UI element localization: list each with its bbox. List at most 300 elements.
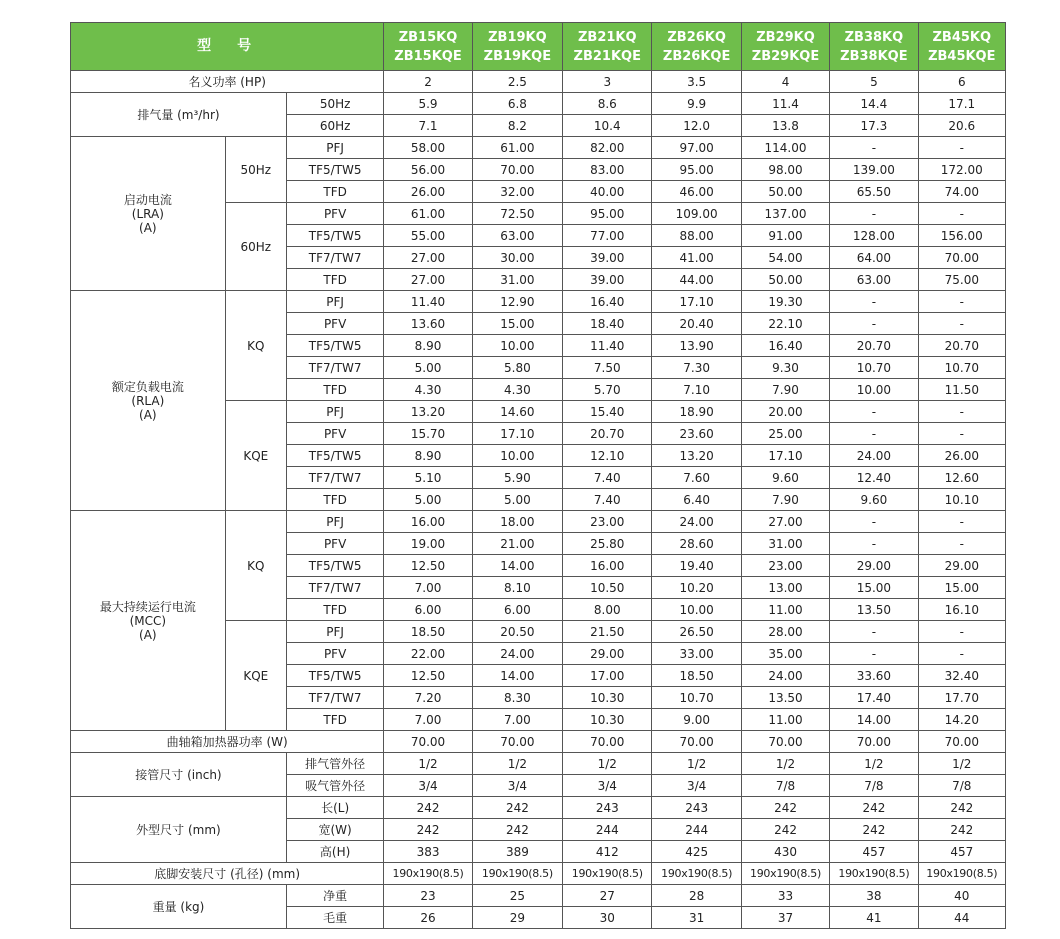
protector-type-label: PFV (286, 203, 383, 225)
value-cell: - (918, 137, 1005, 159)
protector-type-label: TFD (286, 181, 383, 203)
value-cell: 54.00 (741, 247, 829, 269)
value-cell: 18.50 (384, 621, 472, 643)
value-cell: 20.40 (652, 313, 741, 335)
group-label: KQ (225, 511, 286, 621)
value-cell: 190x190(8.5) (918, 863, 1005, 885)
value-cell: 4.30 (472, 379, 562, 401)
value-cell: 137.00 (741, 203, 829, 225)
value-cell: 10.30 (563, 687, 652, 709)
value-cell: 77.00 (563, 225, 652, 247)
value-cell: 12.40 (830, 467, 918, 489)
weight-sub-label: 毛重 (286, 907, 383, 929)
group-label: 50Hz (225, 137, 286, 203)
value-cell: 33.60 (830, 665, 918, 687)
label-line: 额定负载电流 (111, 379, 184, 394)
value-cell: 23 (384, 885, 472, 907)
value-cell: 7.90 (741, 379, 829, 401)
value-cell: 6.8 (472, 93, 562, 115)
rla-label (71, 291, 226, 511)
value-cell: 70.00 (652, 731, 741, 753)
protector-type-label: TF7/TW7 (286, 467, 383, 489)
value-cell: 17.70 (918, 687, 1005, 709)
pipe-row (71, 753, 1006, 775)
value-cell: 15.00 (472, 313, 562, 335)
value-cell: 10.70 (918, 357, 1005, 379)
value-cell: 14.20 (918, 709, 1005, 731)
value-cell: 244 (652, 819, 741, 841)
value-cell: 23.60 (652, 423, 741, 445)
label-line: (LRA) (131, 206, 164, 221)
weight-label: 重量 (kg) (71, 885, 287, 929)
value-cell: 12.50 (384, 665, 472, 687)
value-cell: 190x190(8.5) (472, 863, 562, 885)
value-cell: 50.00 (741, 181, 829, 203)
value-cell: 44.00 (652, 269, 741, 291)
value-cell: 70.00 (741, 731, 829, 753)
value-cell: 29 (472, 907, 562, 929)
value-cell: 39.00 (563, 247, 652, 269)
model-name: ZB38KQE (840, 48, 908, 64)
value-cell: - (918, 511, 1005, 533)
value-cell: 8.2 (472, 115, 562, 137)
value-cell: 70.00 (918, 247, 1005, 269)
value-cell: 7.00 (384, 577, 472, 599)
value-cell: 4 (741, 71, 829, 93)
value-cell: 9.60 (830, 489, 918, 511)
value-cell: 26.00 (384, 181, 472, 203)
value-cell: 35.00 (741, 643, 829, 665)
value-cell: 18.50 (652, 665, 741, 687)
protector-type-label: TF5/TW5 (286, 225, 383, 247)
protector-type-label: TF5/TW5 (286, 555, 383, 577)
value-cell: 242 (741, 797, 829, 819)
value-cell: 7.40 (563, 467, 652, 489)
value-cell: 10.4 (563, 115, 652, 137)
value-cell: 389 (472, 841, 562, 863)
value-cell: 13.8 (741, 115, 829, 137)
value-cell: - (918, 313, 1005, 335)
spec-table (70, 22, 1006, 929)
value-cell: 190x190(8.5) (652, 863, 741, 885)
value-cell: 83.00 (563, 159, 652, 181)
displacement-row (71, 93, 1006, 115)
value-cell: 70.00 (830, 731, 918, 753)
value-cell: 242 (830, 819, 918, 841)
value-cell: 5 (830, 71, 918, 93)
label-line: (A) (139, 407, 157, 422)
model-name: ZB26KQE (662, 48, 731, 64)
value-cell: 190x190(8.5) (741, 863, 829, 885)
value-cell: 25.00 (741, 423, 829, 445)
model-name: ZB19KQE (483, 48, 552, 64)
protector-type-label: PFJ (286, 291, 383, 313)
value-cell: 109.00 (652, 203, 741, 225)
frequency-label: 60Hz (286, 115, 383, 137)
value-cell: 10.00 (472, 335, 562, 357)
protector-type-label: TF5/TW5 (286, 335, 383, 357)
model-name-cell (830, 23, 918, 71)
power-label: 名义功率 (HP) (71, 71, 384, 93)
value-cell: 24.00 (472, 643, 562, 665)
label-line: (RLA) (131, 393, 165, 408)
value-cell: - (918, 291, 1005, 313)
value-cell: 16.00 (563, 555, 652, 577)
value-cell: - (918, 643, 1005, 665)
value-cell: 7/8 (741, 775, 829, 797)
value-cell: 10.00 (652, 599, 741, 621)
value-cell: 21.00 (472, 533, 562, 555)
value-cell: 20.50 (472, 621, 562, 643)
value-cell: 28 (652, 885, 741, 907)
value-cell: 22.00 (384, 643, 472, 665)
value-cell: 97.00 (652, 137, 741, 159)
value-cell: 6.40 (652, 489, 741, 511)
label-line: 启动电流 (123, 192, 172, 207)
value-cell: 38 (830, 885, 918, 907)
value-cell: 14.00 (472, 555, 562, 577)
value-cell: 30 (563, 907, 652, 929)
value-cell: 50.00 (741, 269, 829, 291)
dims-sub-label: 宽(W) (286, 819, 383, 841)
value-cell: 95.00 (652, 159, 741, 181)
value-cell: 190x190(8.5) (830, 863, 918, 885)
value-cell: 25.80 (563, 533, 652, 555)
value-cell: 242 (472, 797, 562, 819)
value-cell: 55.00 (384, 225, 472, 247)
rla-row (71, 291, 1006, 313)
value-cell: 28.00 (741, 621, 829, 643)
value-cell: 9.60 (741, 467, 829, 489)
value-cell: 20.00 (741, 401, 829, 423)
value-cell: 1/2 (384, 753, 472, 775)
value-cell: 7/8 (918, 775, 1005, 797)
value-cell: 243 (652, 797, 741, 819)
value-cell: 14.4 (830, 93, 918, 115)
value-cell: 56.00 (384, 159, 472, 181)
value-cell: 7/8 (830, 775, 918, 797)
value-cell: 63.00 (830, 269, 918, 291)
value-cell: 27.00 (384, 247, 472, 269)
protector-type-label: TFD (286, 269, 383, 291)
mcc-row (71, 511, 1006, 533)
value-cell: 17.10 (472, 423, 562, 445)
value-cell: 14.00 (472, 665, 562, 687)
value-cell: 14.60 (472, 401, 562, 423)
value-cell: 242 (384, 797, 472, 819)
value-cell: 7.60 (652, 467, 741, 489)
value-cell: 5.90 (472, 467, 562, 489)
value-cell: 190x190(8.5) (384, 863, 472, 885)
model-name-cell (741, 23, 829, 71)
lra-row (71, 137, 1006, 159)
label-line: (A) (139, 627, 157, 642)
value-cell: 19.00 (384, 533, 472, 555)
model-name: ZB15KQE (394, 48, 462, 64)
protector-type-label: TF7/TW7 (286, 687, 383, 709)
value-cell: 11.50 (918, 379, 1005, 401)
value-cell: 10.00 (472, 445, 562, 467)
value-cell: 14.00 (830, 709, 918, 731)
value-cell: 7.00 (384, 709, 472, 731)
value-cell: - (830, 137, 918, 159)
model-name-cell (652, 23, 741, 71)
displacement-label: 排气量 (m³/hr) (71, 93, 287, 137)
value-cell: 190x190(8.5) (563, 863, 652, 885)
value-cell: - (918, 203, 1005, 225)
value-cell: 10.10 (918, 489, 1005, 511)
value-cell: 27.00 (741, 511, 829, 533)
model-name: ZB15KQ (398, 29, 458, 45)
heater-label: 曲轴箱加热器功率 (W) (71, 731, 384, 753)
value-cell: 11.00 (741, 599, 829, 621)
value-cell: 26.50 (652, 621, 741, 643)
dims-label: 外型尺寸 (mm) (71, 797, 287, 863)
value-cell: 3/4 (384, 775, 472, 797)
value-cell: 33.00 (652, 643, 741, 665)
model-name: ZB29KQ (756, 29, 815, 45)
value-cell: 17.3 (830, 115, 918, 137)
value-cell: 10.50 (563, 577, 652, 599)
value-cell: 7.00 (472, 709, 562, 731)
value-cell: 13.90 (652, 335, 741, 357)
protector-type-label: PFV (286, 643, 383, 665)
value-cell: 10.70 (652, 687, 741, 709)
value-cell: 114.00 (741, 137, 829, 159)
value-cell: 430 (741, 841, 829, 863)
value-cell: - (918, 423, 1005, 445)
value-cell: 39.00 (563, 269, 652, 291)
value-cell: 7.1 (384, 115, 472, 137)
base-row (71, 863, 1006, 885)
value-cell: 16.40 (741, 335, 829, 357)
value-cell: 10.00 (830, 379, 918, 401)
value-cell: 13.20 (652, 445, 741, 467)
model-header-title: 型 号 (71, 23, 384, 71)
value-cell: 74.00 (918, 181, 1005, 203)
value-cell: 12.0 (652, 115, 741, 137)
protector-type-label: TFD (286, 599, 383, 621)
value-cell: 242 (918, 797, 1005, 819)
value-cell: 1/2 (830, 753, 918, 775)
value-cell: 3/4 (472, 775, 562, 797)
value-cell: 91.00 (741, 225, 829, 247)
value-cell: 9.00 (652, 709, 741, 731)
value-cell: 16.10 (918, 599, 1005, 621)
model-name: ZB38KQ (844, 29, 904, 45)
value-cell: 32.40 (918, 665, 1005, 687)
protector-type-label: TF5/TW5 (286, 665, 383, 687)
value-cell: 242 (741, 819, 829, 841)
value-cell: 3/4 (563, 775, 652, 797)
protector-type-label: PFJ (286, 401, 383, 423)
value-cell: 15.40 (563, 401, 652, 423)
value-cell: 31.00 (741, 533, 829, 555)
value-cell: 20.70 (830, 335, 918, 357)
value-cell: 156.00 (918, 225, 1005, 247)
base-label: 底脚安装尺寸 (孔径) (mm) (71, 863, 384, 885)
value-cell: - (830, 291, 918, 313)
protector-type-label: TF5/TW5 (286, 445, 383, 467)
value-cell: 17.40 (830, 687, 918, 709)
value-cell: 19.40 (652, 555, 741, 577)
value-cell: 13.50 (830, 599, 918, 621)
group-label: 60Hz (225, 203, 286, 291)
value-cell: 26.00 (918, 445, 1005, 467)
model-name: ZB21KQE (573, 48, 641, 64)
value-cell: 41.00 (652, 247, 741, 269)
value-cell: 242 (918, 819, 1005, 841)
value-cell: 8.10 (472, 577, 562, 599)
value-cell: 70.00 (472, 731, 562, 753)
value-cell: 9.30 (741, 357, 829, 379)
value-cell: 1/2 (918, 753, 1005, 775)
value-cell: 75.00 (918, 269, 1005, 291)
value-cell: 7.30 (652, 357, 741, 379)
protector-type-label: PFV (286, 423, 383, 445)
label-line: (A) (139, 220, 157, 235)
value-cell: 13.00 (741, 577, 829, 599)
value-cell: 17.1 (918, 93, 1005, 115)
value-cell: 244 (563, 819, 652, 841)
value-cell: 15.70 (384, 423, 472, 445)
value-cell: 40.00 (563, 181, 652, 203)
value-cell: 3 (563, 71, 652, 93)
value-cell: 64.00 (830, 247, 918, 269)
model-name: ZB45KQE (928, 48, 996, 64)
value-cell: 243 (563, 797, 652, 819)
value-cell: 16.40 (563, 291, 652, 313)
value-cell: 1/2 (652, 753, 741, 775)
value-cell: 457 (830, 841, 918, 863)
model-name-cell (918, 23, 1005, 71)
header-row (71, 23, 1006, 71)
value-cell: 18.90 (652, 401, 741, 423)
value-cell: - (830, 621, 918, 643)
value-cell: 139.00 (830, 159, 918, 181)
model-name: ZB29KQE (751, 48, 820, 64)
value-cell: 23.00 (563, 511, 652, 533)
value-cell: 4.30 (384, 379, 472, 401)
model-name: ZB26KQ (667, 29, 726, 45)
value-cell: 95.00 (563, 203, 652, 225)
value-cell: 15.00 (830, 577, 918, 599)
value-cell: 3/4 (652, 775, 741, 797)
protector-type-label: TF7/TW7 (286, 577, 383, 599)
value-cell: - (830, 423, 918, 445)
value-cell: 7.90 (741, 489, 829, 511)
frequency-label: 50Hz (286, 93, 383, 115)
mcc-label (71, 511, 226, 731)
value-cell: 26 (384, 907, 472, 929)
value-cell: 22.10 (741, 313, 829, 335)
value-cell: 1/2 (472, 753, 562, 775)
value-cell: 17.10 (741, 445, 829, 467)
value-cell: 10.30 (563, 709, 652, 731)
value-cell: 17.10 (652, 291, 741, 313)
value-cell: 32.00 (472, 181, 562, 203)
value-cell: 18.00 (472, 511, 562, 533)
value-cell: - (830, 511, 918, 533)
value-cell: 5.70 (563, 379, 652, 401)
value-cell: 8.6 (563, 93, 652, 115)
value-cell: 23.00 (741, 555, 829, 577)
value-cell: 58.00 (384, 137, 472, 159)
value-cell: 13.50 (741, 687, 829, 709)
value-cell: 172.00 (918, 159, 1005, 181)
group-label: KQE (225, 621, 286, 731)
protector-type-label: TF7/TW7 (286, 357, 383, 379)
value-cell: 457 (918, 841, 1005, 863)
value-cell: 31.00 (472, 269, 562, 291)
protector-type-label: PFJ (286, 137, 383, 159)
value-cell: 44 (918, 907, 1005, 929)
value-cell: 17.00 (563, 665, 652, 687)
value-cell: 242 (384, 819, 472, 841)
pipe-sub-label: 排气管外径 (286, 753, 383, 775)
value-cell: 61.00 (472, 137, 562, 159)
value-cell: 2.5 (472, 71, 562, 93)
value-cell: 29.00 (918, 555, 1005, 577)
model-name-cell (384, 23, 472, 71)
value-cell: 29.00 (830, 555, 918, 577)
value-cell: 12.10 (563, 445, 652, 467)
value-cell: - (918, 533, 1005, 555)
protector-type-label: PFV (286, 313, 383, 335)
value-cell: 40 (918, 885, 1005, 907)
value-cell: 19.30 (741, 291, 829, 313)
value-cell: 46.00 (652, 181, 741, 203)
value-cell: 242 (472, 819, 562, 841)
value-cell: 61.00 (384, 203, 472, 225)
protector-type-label: PFJ (286, 621, 383, 643)
value-cell: 65.50 (830, 181, 918, 203)
value-cell: 5.00 (384, 489, 472, 511)
value-cell: 7.20 (384, 687, 472, 709)
value-cell: 41 (830, 907, 918, 929)
protector-type-label: PFJ (286, 511, 383, 533)
value-cell: 70.00 (384, 731, 472, 753)
value-cell: 8.90 (384, 445, 472, 467)
value-cell: 2 (384, 71, 472, 93)
value-cell: 25 (472, 885, 562, 907)
value-cell: - (830, 643, 918, 665)
value-cell: 5.00 (472, 489, 562, 511)
value-cell: 9.9 (652, 93, 741, 115)
value-cell: 6.00 (384, 599, 472, 621)
model-name-cell (472, 23, 562, 71)
protector-type-label: TFD (286, 489, 383, 511)
value-cell: 11.40 (563, 335, 652, 357)
protector-type-label: TFD (286, 709, 383, 731)
value-cell: 20.70 (918, 335, 1005, 357)
value-cell: 63.00 (472, 225, 562, 247)
value-cell: - (918, 401, 1005, 423)
value-cell: - (830, 203, 918, 225)
value-cell: 128.00 (830, 225, 918, 247)
value-cell: 82.00 (563, 137, 652, 159)
value-cell: 5.9 (384, 93, 472, 115)
value-cell: 8.00 (563, 599, 652, 621)
value-cell: 98.00 (741, 159, 829, 181)
value-cell: 21.50 (563, 621, 652, 643)
value-cell: 88.00 (652, 225, 741, 247)
value-cell: 27.00 (384, 269, 472, 291)
value-cell: 6 (918, 71, 1005, 93)
dims-sub-label: 高(H) (286, 841, 383, 863)
value-cell: 24.00 (830, 445, 918, 467)
value-cell: 28.60 (652, 533, 741, 555)
